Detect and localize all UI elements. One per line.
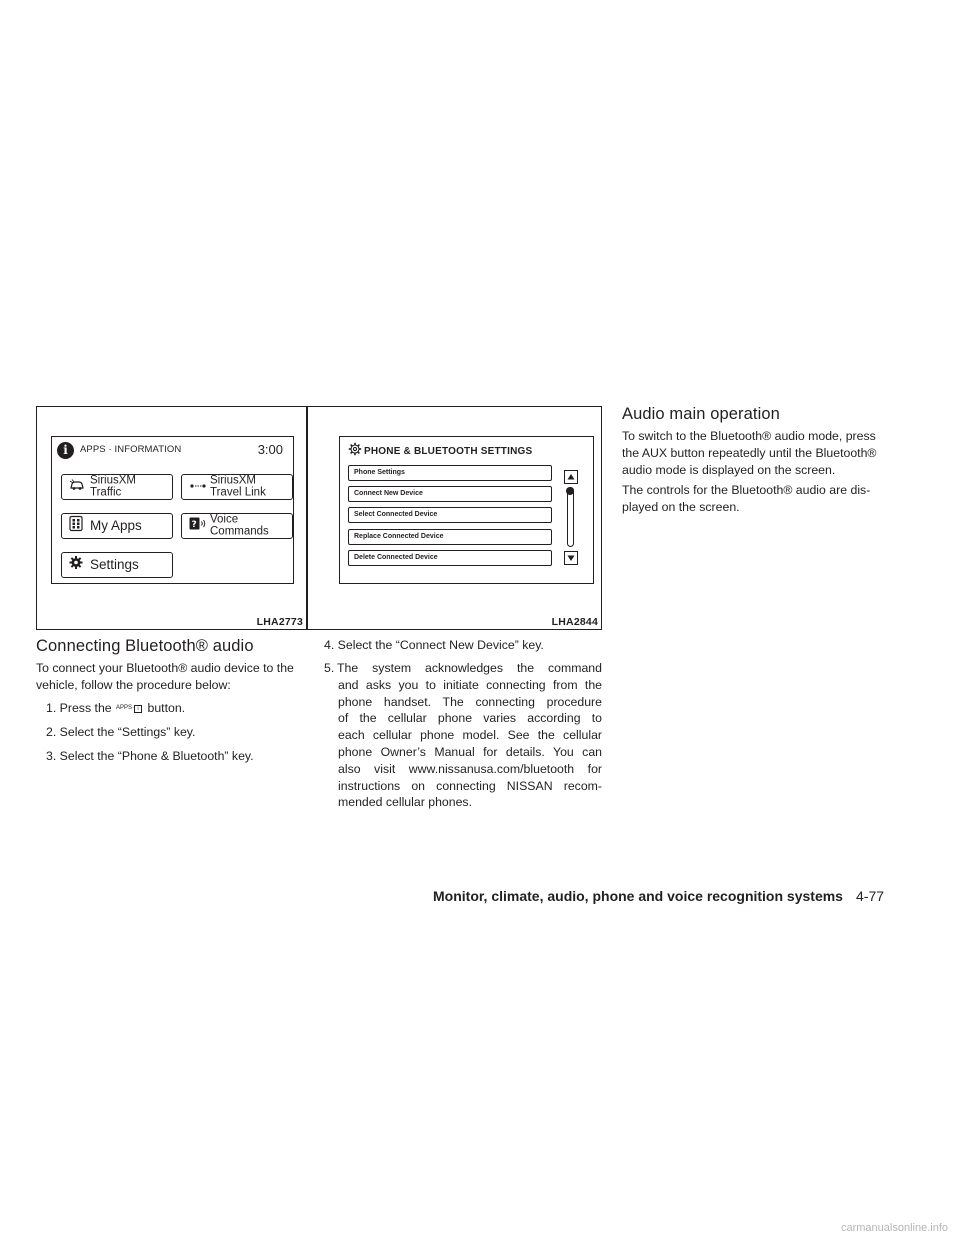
menu-item-phone-settings[interactable]: Phone Settings <box>348 465 552 481</box>
car-icon <box>69 478 85 496</box>
menu-item-connect-new-device[interactable]: Connect New Device <box>348 486 552 502</box>
gear-icon <box>69 556 83 575</box>
voice-icon <box>189 517 207 536</box>
svg-text:?: ? <box>191 520 197 530</box>
settings-button[interactable] <box>61 552 173 578</box>
menu-item-select-connected-device[interactable]: Select Connected Device <box>348 507 552 523</box>
siriusxm-traffic-button[interactable] <box>61 474 173 500</box>
watermark: carmanualsonline.info <box>840 1222 948 1234</box>
figure-label: LHA2844 <box>551 616 598 628</box>
tile-label: SiriusXM Travel Link <box>210 474 266 498</box>
arrow-up-icon <box>565 471 577 483</box>
page-number: 4-77 <box>856 888 885 904</box>
scrollbar-thumb[interactable] <box>566 487 574 495</box>
clock: 3:00 <box>257 442 283 457</box>
step-4: 4. Select the “Connect New Device” key. <box>324 638 544 652</box>
step-5-number: 5. <box>324 661 335 675</box>
chapter-title: Monitor, climate, audio, phone and voice recognition systems <box>433 888 843 904</box>
step-1: 1. Press the APPS· i button. <box>46 701 186 715</box>
audio-paragraph-2: The controls for the Bluetooth® audio are dis- played on the screen. <box>622 483 871 514</box>
menu-item-replace-connected-device[interactable]: Replace Connected Device <box>348 529 552 545</box>
figure-label: LHA2773 <box>256 616 303 628</box>
audio-paragraph-1: To switch to the Bluetooth® audio mode, press the AUX button repeatedly until the Bluetooth® audio mode is displayed on the screen. <box>622 429 877 477</box>
step-3: 3. Select the “Phone & Bluetooth” key. <box>46 749 254 763</box>
menu-item-delete-connected-device[interactable]: Delete Connected Device <box>348 550 552 566</box>
tile-label: My Apps <box>90 518 142 533</box>
apps-grid-icon <box>69 516 83 537</box>
info-icon: i <box>57 442 74 459</box>
screen-header <box>52 437 293 465</box>
scrollbar[interactable] <box>567 487 574 547</box>
my-apps-button[interactable] <box>61 513 173 539</box>
phone-bluetooth-settings-screen <box>339 436 594 584</box>
apps-info-button-icon: APPS· i <box>116 700 142 717</box>
gear-icon <box>348 442 362 461</box>
intro-paragraph: To connect your Bluetooth® audio device to the vehicle, follow the procedure below: <box>36 661 294 692</box>
arrow-down-icon <box>565 552 577 564</box>
section-heading-connecting-bluetooth: Connecting Bluetooth® audio <box>36 637 254 655</box>
screen-title: PHONE & BLUETOOTH SETTINGS <box>364 446 533 457</box>
figure-phone-bluetooth-settings <box>307 406 602 630</box>
signal-icon <box>189 478 207 496</box>
tile-label: Settings <box>90 557 139 572</box>
tile-label: Voice Commands <box>210 513 269 537</box>
step-5-text: The system acknowledges the command and asks you to initiate connecting from the phone handset. The connecting procedure of the cellular phone varies according to each cellular phone model. See the cellular phone Owner’s Manual for details. You can also visit www.nissanusa.com/bluetooth for instructions on connecting NISSAN recom- mended cellular phones. <box>337 661 602 810</box>
tile-label: SiriusXM Traffic <box>90 474 137 498</box>
siriusxm-travel-link-button[interactable] <box>181 474 293 500</box>
voice-commands-button[interactable] <box>181 513 293 539</box>
section-heading-audio-main-operation: Audio main operation <box>622 405 780 423</box>
scroll-down-button[interactable] <box>564 551 578 565</box>
step-2: 2. Select the “Settings” key. <box>46 725 196 739</box>
apps-information-screen <box>51 436 294 584</box>
scroll-up-button[interactable] <box>564 470 578 484</box>
screen-title: APPS · INFORMATION <box>80 444 182 455</box>
figure-apps-information <box>36 406 307 630</box>
